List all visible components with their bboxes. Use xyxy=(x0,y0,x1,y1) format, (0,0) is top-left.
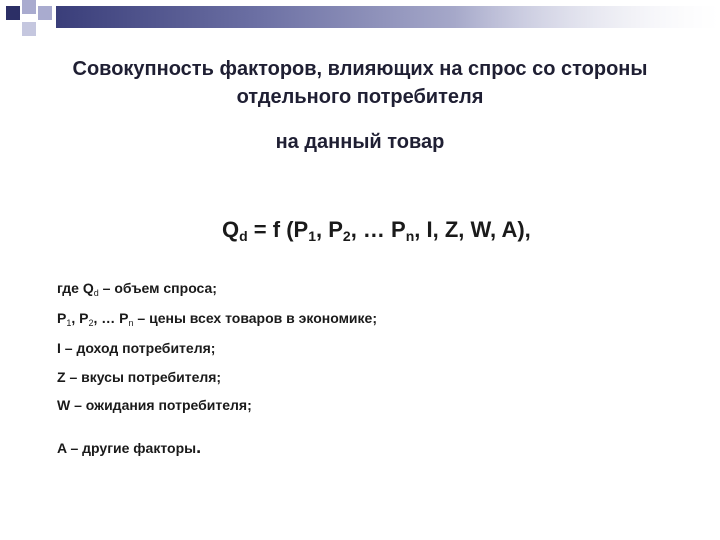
legend-item-p xyxy=(57,310,377,328)
legend-p-subn: n xyxy=(128,318,134,328)
header-band-fade xyxy=(56,6,720,28)
legend-a-text: A – другие факторы xyxy=(57,440,197,456)
formula-lhs: Q xyxy=(222,217,240,242)
legend-p-b: , P xyxy=(71,310,89,326)
deco-square-dark xyxy=(6,6,20,20)
legend-p-sub1: 1 xyxy=(66,318,72,328)
legend-item-i: I – доход потребителя; xyxy=(57,340,216,356)
deco-square-light xyxy=(38,6,52,20)
legend-item-z: Z – вкусы потребителя; xyxy=(57,369,222,385)
legend-qd-text: – объем спроса; xyxy=(98,280,217,296)
legend-p-c: , … P xyxy=(93,310,129,326)
demand-formula xyxy=(222,215,682,251)
formula-part-2: , … P xyxy=(350,217,406,242)
legend-qd-prefix: где Q xyxy=(57,280,94,296)
deco-square-light xyxy=(22,22,36,36)
formula-lhs-sub: d xyxy=(239,228,248,244)
legend-item-w: W – ожидания потребителя; xyxy=(57,397,252,413)
legend-qd-sub: d xyxy=(93,288,99,298)
legend-p-text: – цены всех товаров в экономике; xyxy=(133,310,377,326)
legend-p-sub2: 2 xyxy=(88,318,94,328)
formula-eq: = f (P xyxy=(247,217,309,242)
legend-item-qd xyxy=(57,280,217,298)
legend-p-a: P xyxy=(57,310,67,326)
legend-a-period: . xyxy=(196,437,202,457)
formula-tail: , I, Z, W, A), xyxy=(414,217,531,242)
formula-sub-n: n xyxy=(405,228,415,244)
header-decoration xyxy=(0,0,720,40)
legend-item-a xyxy=(57,437,201,458)
slide-subtitle: на данный товар xyxy=(275,131,445,153)
slide-title: Совокупность факторов, влияющих на спрос со стороны отдельного потребителя xyxy=(72,58,648,108)
formula-sub-1: 1 xyxy=(308,228,316,244)
deco-square-light xyxy=(22,0,36,14)
formula-part-1: , P xyxy=(316,217,343,242)
formula-sub-2: 2 xyxy=(342,228,351,244)
